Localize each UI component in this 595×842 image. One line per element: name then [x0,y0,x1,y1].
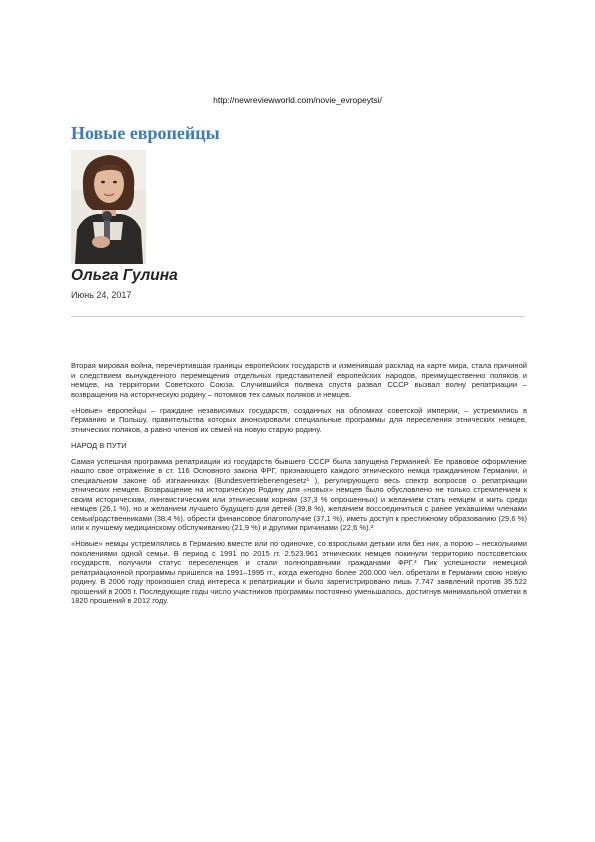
divider [71,316,525,317]
publish-date: Июнь 24, 2017 [71,290,132,300]
author-name: Ольга Гулина [71,267,178,284]
paragraph-statistics: «Новые» немцы устремлялись в Германию вместе или по одиночке, со взрослыми детьми или без них, а порою – несколькими поколениями одной семьи. В период с 1991 по 2015 гг. 2.523.961 этнических немцев покинули территорию постсоветских государств, получили статус переселенцев и стали полноправными гражданами ФРГ.³ Пик успешности немецкой репатриационной программы пришелся на 1991–1995 гг., когда ежегодно более 200.000 чел. обретали в Германии свою новую родину. В 2006 году произошел спад интереса к репатриации и было зарегистрировано лишь 7.747 заявлений против 35.522 прошений в 2005 г. Последующие годы число участников программы постоянно уменьшалось, достигнув минимальной отметки в 1820 прошений в 2012 году. [71,539,527,605]
paragraph-repatriation-program: Самая успешная программа репатриации из государств бывшего СССР была запущена Германией. Ее правовое оформление нашло свое отражение в ст. 116 Основного закона ФРГ, признающего каждого этнического немца гражданином Германии, и специальном законе об изгнанниках (Bundesvertriebenengesetz¹ ), регулирующего весь спектр вопросов о репатриации этнических немцев. Возвращение на историческую Родину для «новых» немцев было обусловлено не только стремлением к своим историческим, лингвистическим или этническим корням (37,3 % опрошенных) и желанием стать немцем и жить среди немцев (26,1 %), но и желанием лучшего будущего для детей (39,8 %), желанием воссоединиться с ранее уехавшими членами семьи/родственниками (38,4 %), обрести финансовое благополучие (37,1 %), иметь доступ к престижному образованию (29,6 %) или к лучшему медицинскому обслуживанию (21,9 %) и другими причинами (22,6 %).² [71,456,527,532]
article-title: Новые европейцы [71,123,220,143]
author-photo [71,150,146,264]
paragraph-intro: Вторая мировая война, перечертившая границы европейских государств и изменившая расклад на карте мира, стала причиной и следствием вынужденного перемещения отдельных представителей европейских народов, преимущественно поляков и немцев, на территории Советского Союза. Случившийся полвека спустя развал СССР вызвал волну репатриации – возвращения на историческую родину – потомков тех самых поляков и немцев. [71,361,527,399]
section-heading: НАРОД В ПУТИ [71,440,127,450]
article-body [71,361,527,612]
paragraph-new-europeans: «Новые» европейцы – граждане независимых государств, созданных на обломках советской империи, – устремились в Германию и Польшу, правительства которых анонсировали специальные программы для переселения этнических немцев, этнических поляков, а равно членов их семей на новую старую родину. [71,405,527,434]
source-url: http://newreviewworld.com/novie_evropeytsi/ [213,95,382,105]
